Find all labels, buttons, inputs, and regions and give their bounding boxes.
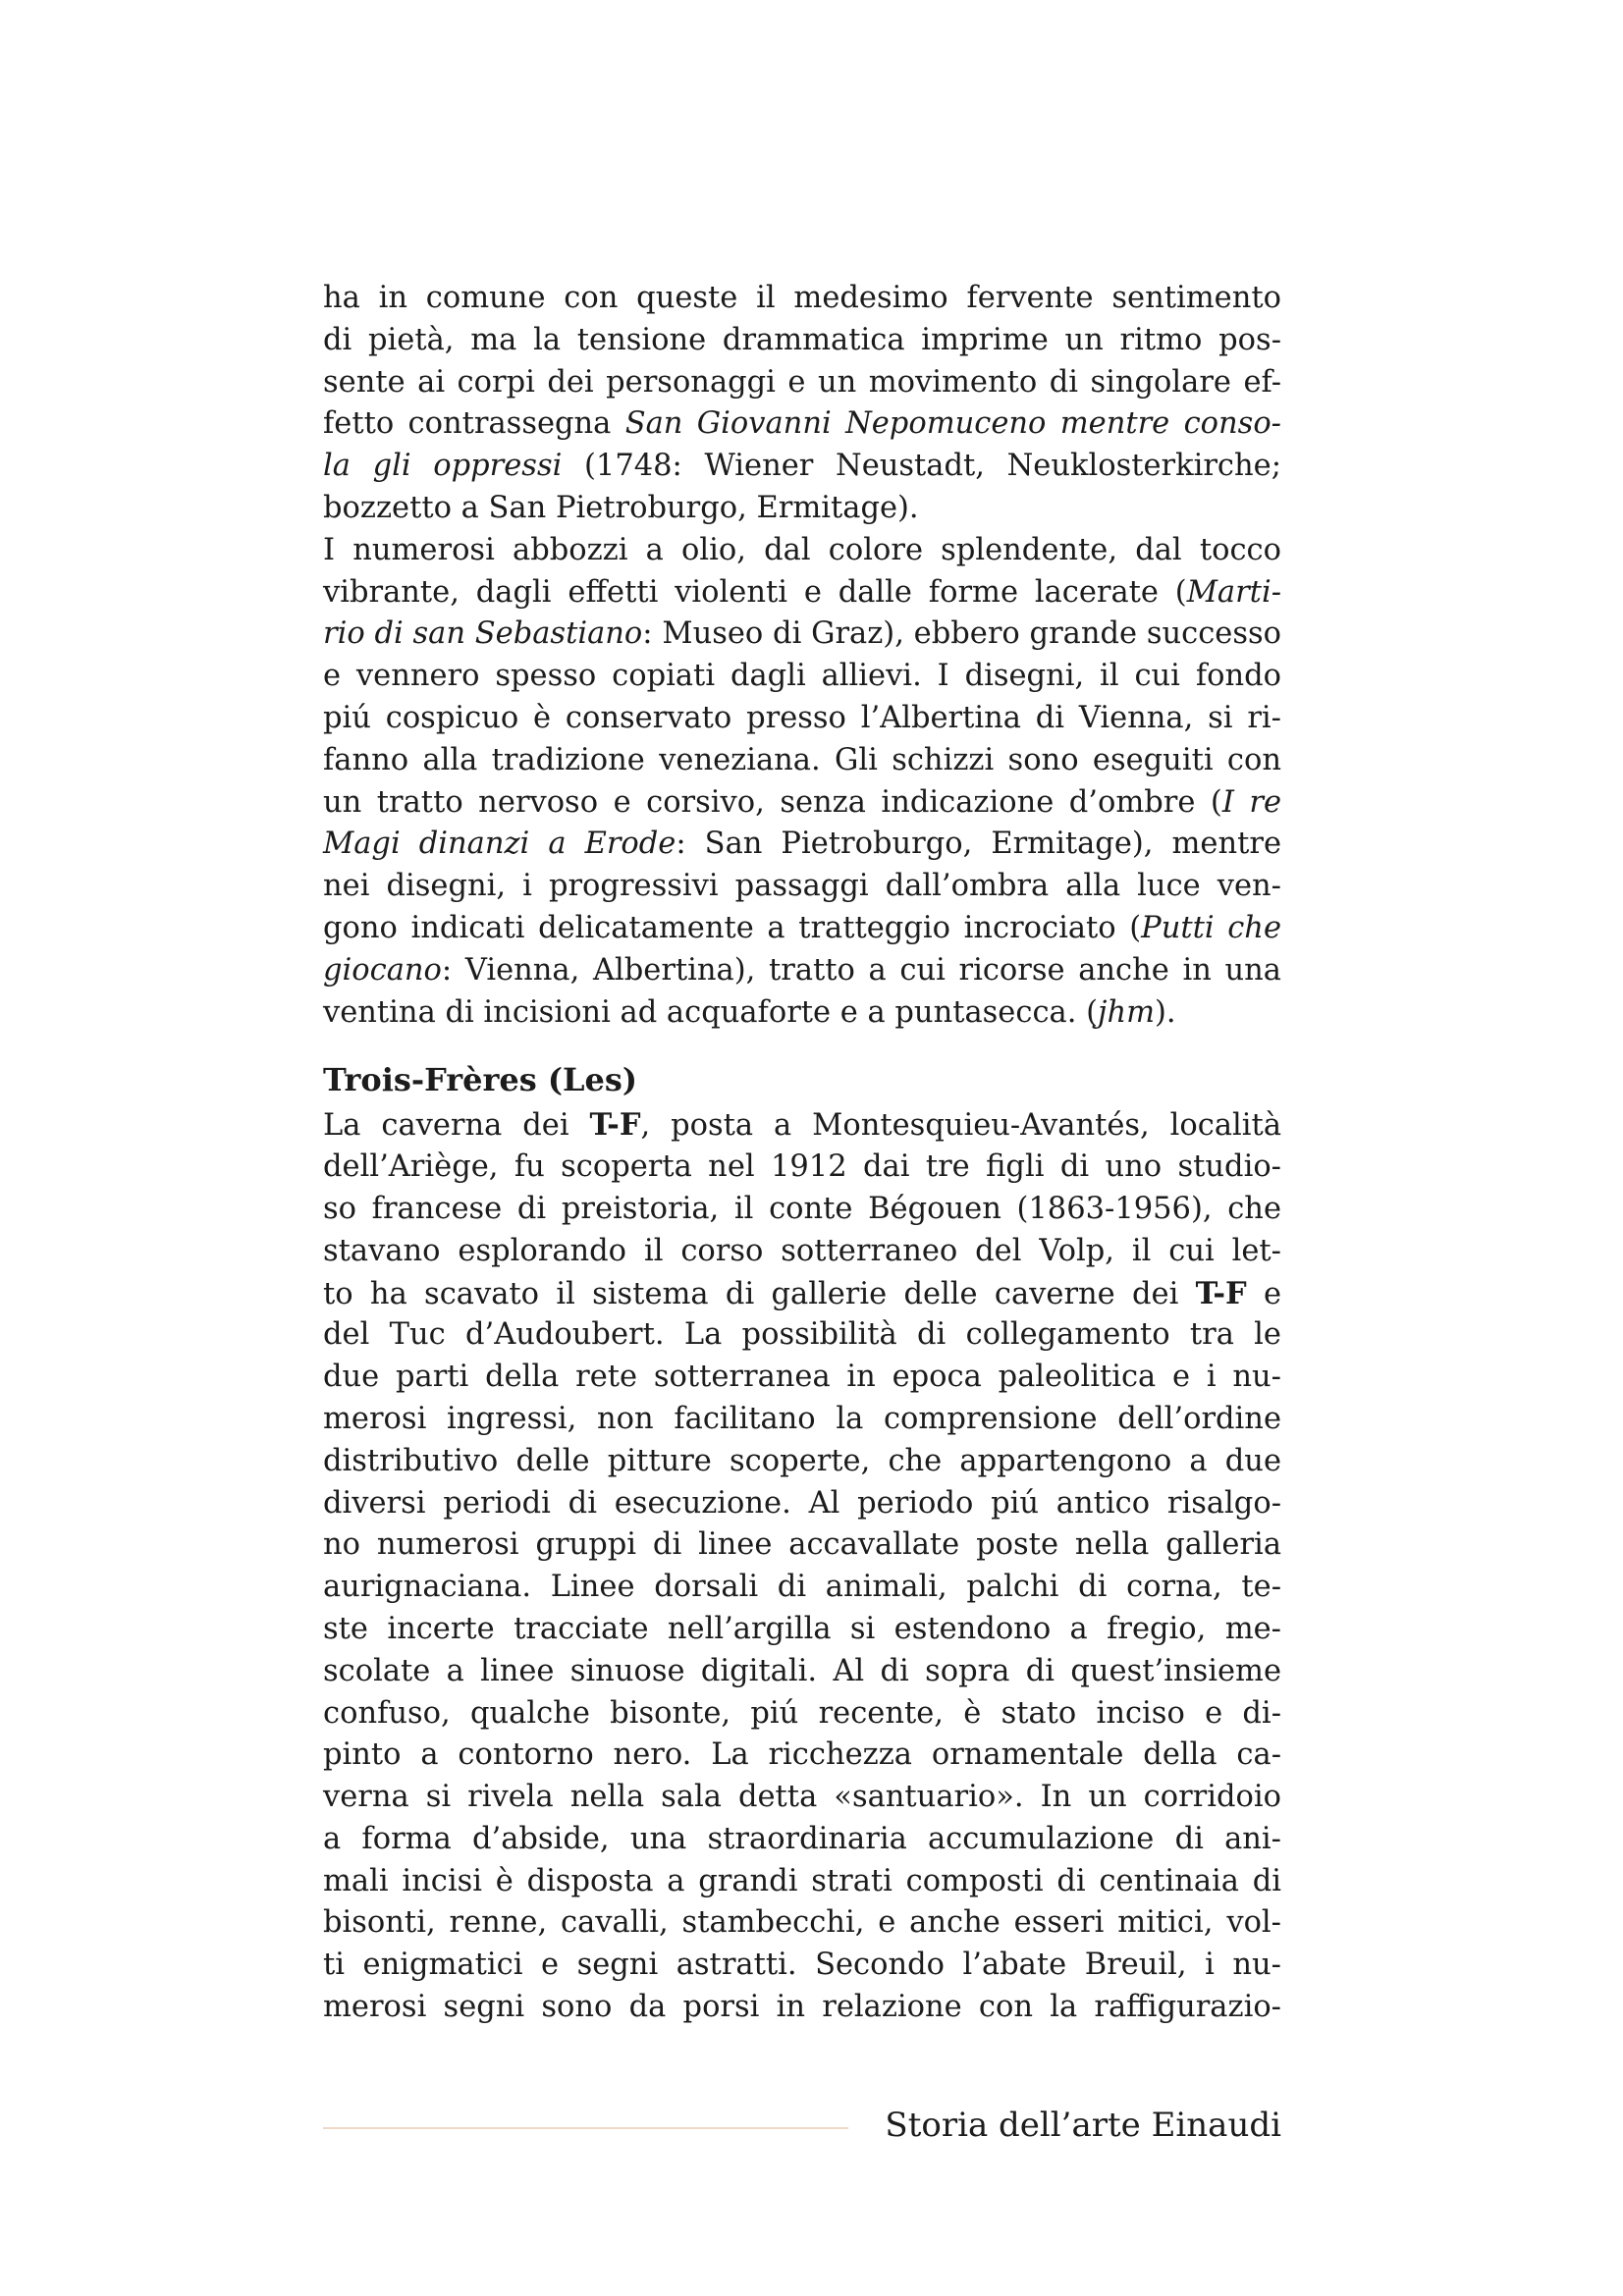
artwork-title: San Giovanni Nepomuceno mentre conso- bbox=[624, 406, 1281, 442]
text-run: gono indicati delicatamente a tratteggio incrociato ( bbox=[323, 910, 1142, 945]
text-line: ha in comune con queste il medesimo fervente sentimento bbox=[323, 281, 1281, 315]
text-run: : Museo di Graz), ebbero grande successo bbox=[642, 616, 1282, 652]
text-line bbox=[323, 572, 1281, 614]
paragraph-drawings bbox=[323, 530, 1281, 1035]
text-line: due parti della rete sotterranea in epoca paleolitica e i nu- bbox=[323, 1360, 1281, 1395]
text-line: merosi ingressi, non facilitano la comprensione dell’ordine bbox=[323, 1401, 1281, 1436]
text-run: un tratto nervoso e corsivo, senza indicazione d’ombre ( bbox=[323, 784, 1222, 820]
text-run: e bbox=[1246, 1276, 1281, 1311]
text-run: , posta a Montesquieu-Avantés, località bbox=[640, 1108, 1282, 1144]
text-line: sente ai corpi dei personaggi e un movimento di singolare ef- bbox=[323, 364, 1281, 400]
text-run: ventina di incisioni ad acquaforte e a puntasecca. ( bbox=[323, 994, 1098, 1030]
text-line: bisonti, renne, cavalli, stambecchi, e anche esseri mitici, vol- bbox=[323, 1905, 1281, 1941]
text-run: La caverna dei bbox=[323, 1108, 590, 1144]
text-run: : San Pietroburgo, Ermitage), mentre bbox=[676, 827, 1281, 862]
text-line: verna si rivela nella sala detta «santuario». In un corridoio bbox=[323, 1780, 1281, 1815]
text-line bbox=[323, 446, 1281, 488]
text-run: (1748: Wiener Neustadt, Neuklosterkirche; bbox=[562, 449, 1281, 484]
author-initials: jhm bbox=[1098, 994, 1156, 1030]
text-line bbox=[323, 824, 1281, 866]
text-line: a forma d’abside, una straordinaria accumulazione di ani- bbox=[323, 1821, 1281, 1856]
text-line: stavano esplorando il corso sotterraneo del Volp, il cui let- bbox=[323, 1233, 1281, 1268]
text-line: diversi periodi di esecuzione. Al periodo piú antico risalgo- bbox=[323, 1485, 1281, 1521]
text-line: merosi segni sono da porsi in relazione con la raffigurazio- bbox=[323, 1990, 1281, 2025]
text-line bbox=[323, 992, 1281, 1035]
text-line: piú cospicuo è conservato presso l’Albertina di Vienna, si ri- bbox=[323, 700, 1281, 735]
text-line: fanno alla tradizione veneziana. Gli schizzi sono eseguiti con bbox=[323, 742, 1281, 777]
paragraph-continuation bbox=[323, 278, 1281, 530]
text-run: : Vienna, Albertina), tratto a cui ricorse anche in una bbox=[441, 952, 1281, 988]
text-run: fetto contrassegna bbox=[323, 406, 625, 442]
entry-heading: Trois-Frères (Les) bbox=[323, 1061, 638, 1099]
text-line bbox=[323, 403, 1281, 446]
text-line bbox=[323, 908, 1281, 950]
text-line: confuso, qualche bisonte, piú recente, è stato inciso e di- bbox=[323, 1695, 1281, 1731]
artwork-title: Putti che bbox=[1141, 910, 1281, 945]
text-line: di pietà, ma la tensione drammatica imprime un ritmo pos- bbox=[323, 322, 1281, 357]
text-line: ti enigmatici e segni astratti. Secondo l’abate Breuil, i nu- bbox=[323, 1948, 1281, 1983]
artwork-title: rio di san Sebastiano bbox=[323, 616, 643, 652]
text-line bbox=[323, 1104, 1281, 1147]
text-line: mali incisi è disposta a grandi strati composti di centinaia di bbox=[323, 1863, 1281, 1898]
text-line: dell’Ariège, fu scoperta nel 1912 dai tre figli di uno studio- bbox=[323, 1149, 1281, 1185]
body-text bbox=[323, 278, 1281, 2029]
text-line bbox=[323, 950, 1281, 992]
text-line bbox=[323, 1273, 1281, 1315]
entry-abbreviation: T-F bbox=[1195, 1275, 1247, 1311]
text-line: scolate a linee sinuose digitali. Al di sopra di quest’insieme bbox=[323, 1653, 1281, 1688]
text-run: ). bbox=[1155, 994, 1176, 1030]
text-line: nei disegni, i progressivi passaggi dall’ombra alla luce ven- bbox=[323, 869, 1281, 904]
text-line: aurignaciana. Linee dorsali di animali, palchi di corna, te- bbox=[323, 1570, 1281, 1605]
footer-rule bbox=[323, 2127, 848, 2129]
text-line: del Tuc d’Audoubert. La possibilità di collegamento tra le bbox=[323, 1317, 1281, 1353]
text-run: to ha scavato il sistema di gallerie delle caverne dei bbox=[323, 1276, 1196, 1311]
artwork-title: Marti- bbox=[1186, 574, 1281, 610]
footer-publication-title: Storia dell’arte Einaudi bbox=[885, 2106, 1281, 2145]
text-line bbox=[323, 782, 1281, 825]
artwork-title: I re bbox=[1221, 784, 1282, 820]
text-run: vibrante, dagli effetti violenti e dalle forme lacerate ( bbox=[323, 574, 1187, 610]
text-line: pinto a contorno nero. La ricchezza ornamentale della ca- bbox=[323, 1737, 1281, 1773]
text-line: no numerosi gruppi di linee accavallate poste nella galleria bbox=[323, 1527, 1281, 1563]
text-line: e vennero spesso copiati dagli allievi. I disegni, il cui fondo bbox=[323, 659, 1281, 694]
artwork-title: giocano bbox=[323, 952, 442, 988]
paragraph-entry bbox=[323, 1104, 1281, 2029]
text-line: distributivo delle pitture scoperte, che appartengono a due bbox=[323, 1443, 1281, 1478]
artwork-title: la gli oppressi bbox=[323, 449, 563, 484]
text-line: so francese di preistoria, il conte Bégouen (1863-1956), che bbox=[323, 1191, 1281, 1226]
text-line: ste incerte tracciate nell’argilla si estendono a fregio, me- bbox=[323, 1611, 1281, 1646]
text-line: bozzetto a San Pietroburgo, Ermitage). bbox=[323, 490, 919, 525]
artwork-title: Magi dinanzi a Erode bbox=[323, 827, 676, 862]
text-line bbox=[323, 614, 1281, 656]
text-line: I numerosi abbozzi a olio, dal colore splendente, dal tocco bbox=[323, 532, 1281, 567]
entry-abbreviation: T-F bbox=[589, 1107, 641, 1144]
